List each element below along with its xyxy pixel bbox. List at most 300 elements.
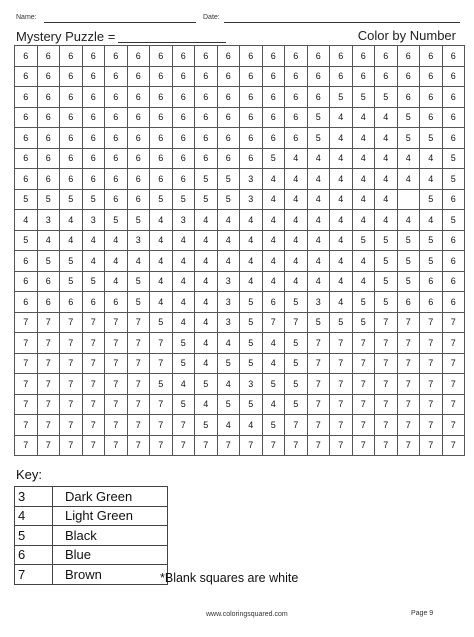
grid-cell: 5 xyxy=(15,230,38,251)
key-table xyxy=(14,486,168,585)
grid-cell: 6 xyxy=(172,107,195,128)
grid-cell: 6 xyxy=(105,148,128,169)
grid-cell: 4 xyxy=(352,107,375,128)
grid-cell: 6 xyxy=(442,251,465,272)
grid-cell: 6 xyxy=(240,128,263,149)
grid-cell: 7 xyxy=(105,394,128,415)
grid-cell: 4 xyxy=(285,210,308,231)
grid-cell: 7 xyxy=(37,312,60,333)
grid-cell: 4 xyxy=(240,271,263,292)
grid-cell: 5 xyxy=(37,189,60,210)
grid-cell: 7 xyxy=(15,435,38,456)
grid-cell: 6 xyxy=(262,46,285,67)
grid-cell: 6 xyxy=(285,107,308,128)
grid-cell: 7 xyxy=(150,394,173,415)
grid-cell: 4 xyxy=(172,271,195,292)
grid-cell: 6 xyxy=(105,292,128,313)
grid-cell: 6 xyxy=(420,66,443,87)
grid-cell: 3 xyxy=(37,210,60,231)
grid-cell: 6 xyxy=(285,128,308,149)
grid-cell: 6 xyxy=(15,251,38,272)
grid-cell: 5 xyxy=(397,128,420,149)
grid-row xyxy=(15,333,465,354)
grid-cell: 4 xyxy=(150,230,173,251)
grid-cell: 4 xyxy=(352,148,375,169)
grid-cell: 4 xyxy=(195,251,218,272)
grid-cell: 4 xyxy=(82,230,105,251)
grid-cell: 7 xyxy=(105,353,128,374)
grid-cell: 7 xyxy=(420,435,443,456)
grid-cell: 6 xyxy=(37,148,60,169)
grid-cell: 4 xyxy=(37,230,60,251)
grid-row xyxy=(15,394,465,415)
grid-cell: 5 xyxy=(127,292,150,313)
grid-cell: 7 xyxy=(37,394,60,415)
grid-cell: 6 xyxy=(375,46,398,67)
key-number: 5 xyxy=(15,526,53,546)
grid-cell: 4 xyxy=(150,271,173,292)
key-number: 3 xyxy=(15,487,53,507)
grid-row xyxy=(15,230,465,251)
grid-cell: 6 xyxy=(105,46,128,67)
grid-cell: 7 xyxy=(60,374,83,395)
grid-cell: 5 xyxy=(330,87,353,108)
grid-cell: 6 xyxy=(60,128,83,149)
grid-cell: 6 xyxy=(262,292,285,313)
grid-cell: 6 xyxy=(105,189,128,210)
grid-cell: 7 xyxy=(37,435,60,456)
grid-cell: 4 xyxy=(15,210,38,231)
grid-cell: 7 xyxy=(442,374,465,395)
grid-cell: 6 xyxy=(172,87,195,108)
key-row xyxy=(15,526,168,546)
grid-cell: 6 xyxy=(82,169,105,190)
grid-cell: 4 xyxy=(285,251,308,272)
grid-cell: 4 xyxy=(195,210,218,231)
grid-cell: 4 xyxy=(262,189,285,210)
grid-cell: 5 xyxy=(375,230,398,251)
grid-cell: 6 xyxy=(172,46,195,67)
grid-cell: 4 xyxy=(307,169,330,190)
grid-cell: 6 xyxy=(217,148,240,169)
grid-cell: 5 xyxy=(285,353,308,374)
grid-cell: 7 xyxy=(37,333,60,354)
website-footer: www.coloringsquared.com xyxy=(206,611,288,618)
grid-cell: 7 xyxy=(397,415,420,436)
key-color-name: Dark Green xyxy=(53,487,168,507)
grid-cell: 7 xyxy=(37,374,60,395)
grid-cell: 5 xyxy=(307,128,330,149)
grid-cell: 5 xyxy=(285,333,308,354)
grid-cell: 4 xyxy=(240,251,263,272)
grid-cell: 7 xyxy=(442,415,465,436)
grid-cell: 5 xyxy=(217,169,240,190)
grid-cell: 6 xyxy=(240,148,263,169)
grid-cell: 6 xyxy=(442,107,465,128)
grid-cell: 6 xyxy=(150,46,173,67)
grid-cell: 6 xyxy=(15,87,38,108)
grid-cell: 6 xyxy=(442,87,465,108)
grid-row xyxy=(15,292,465,313)
grid-cell: 6 xyxy=(195,46,218,67)
grid-cell: 6 xyxy=(397,46,420,67)
grid-cell: 4 xyxy=(330,292,353,313)
grid-cell: 6 xyxy=(105,169,128,190)
grid-cell: 7 xyxy=(352,415,375,436)
grid-cell: 6 xyxy=(217,87,240,108)
grid-cell: 4 xyxy=(262,251,285,272)
grid-row xyxy=(15,312,465,333)
grid-cell: 4 xyxy=(217,333,240,354)
grid-cell: 5 xyxy=(150,374,173,395)
grid-cell: 4 xyxy=(375,128,398,149)
grid-cell: 4 xyxy=(217,374,240,395)
grid-cell: 6 xyxy=(397,87,420,108)
grid-cell: 5 xyxy=(60,189,83,210)
grid-cell: 4 xyxy=(352,169,375,190)
grid-cell: 7 xyxy=(420,353,443,374)
grid-cell: 7 xyxy=(375,333,398,354)
grid-cell: 5 xyxy=(442,210,465,231)
grid-cell: 6 xyxy=(127,107,150,128)
grid-cell: 5 xyxy=(172,189,195,210)
grid-cell: 6 xyxy=(195,148,218,169)
grid-cell: 7 xyxy=(330,353,353,374)
grid-cell: 7 xyxy=(217,435,240,456)
grid-cell: 6 xyxy=(262,87,285,108)
grid-cell: 4 xyxy=(240,415,263,436)
grid-cell: 3 xyxy=(240,189,263,210)
grid-cell: 4 xyxy=(262,333,285,354)
grid-cell: 5 xyxy=(420,230,443,251)
key-color-name: Black xyxy=(53,526,168,546)
grid-cell: 5 xyxy=(420,189,443,210)
grid-cell: 4 xyxy=(262,169,285,190)
grid-cell: 6 xyxy=(442,46,465,67)
grid-cell: 6 xyxy=(37,292,60,313)
grid-cell: 4 xyxy=(397,210,420,231)
grid-cell: 7 xyxy=(127,415,150,436)
grid-cell: 5 xyxy=(285,292,308,313)
grid-cell: 4 xyxy=(352,271,375,292)
grid-cell: 5 xyxy=(82,271,105,292)
grid-cell: 6 xyxy=(442,292,465,313)
grid-cell: 7 xyxy=(262,312,285,333)
grid-cell: 6 xyxy=(217,46,240,67)
grid-cell: 6 xyxy=(105,87,128,108)
grid-cell: 4 xyxy=(330,189,353,210)
grid-cell: 7 xyxy=(15,312,38,333)
grid-cell: 6 xyxy=(82,46,105,67)
grid-cell: 7 xyxy=(127,333,150,354)
grid-cell: 4 xyxy=(285,271,308,292)
grid-cell: 7 xyxy=(352,333,375,354)
grid-cell: 4 xyxy=(375,189,398,210)
grid-cell: 6 xyxy=(150,66,173,87)
grid-cell: 7 xyxy=(15,415,38,436)
grid-cell: 6 xyxy=(37,169,60,190)
grid-cell: 6 xyxy=(397,66,420,87)
grid-cell: 7 xyxy=(307,394,330,415)
grid-cell: 5 xyxy=(82,189,105,210)
grid-cell: 4 xyxy=(285,169,308,190)
grid-cell: 4 xyxy=(262,353,285,374)
grid-cell: 6 xyxy=(420,292,443,313)
grid-cell: 6 xyxy=(240,46,263,67)
grid-row xyxy=(15,87,465,108)
grid-cell: 6 xyxy=(285,87,308,108)
grid-cell: 4 xyxy=(420,169,443,190)
grid-cell: 4 xyxy=(195,394,218,415)
key-row xyxy=(15,565,168,585)
grid-cell: 4 xyxy=(217,230,240,251)
grid-row xyxy=(15,169,465,190)
grid-cell: 7 xyxy=(15,374,38,395)
grid-cell: 6 xyxy=(127,66,150,87)
grid-cell: 5 xyxy=(150,312,173,333)
grid-cell: 4 xyxy=(150,292,173,313)
grid-cell: 6 xyxy=(127,189,150,210)
key-row xyxy=(15,487,168,507)
grid-row xyxy=(15,107,465,128)
grid-cell: 6 xyxy=(15,148,38,169)
grid-cell: 5 xyxy=(127,210,150,231)
grid-cell: 7 xyxy=(60,394,83,415)
key-color-name: Brown xyxy=(53,565,168,585)
grid-cell: 7 xyxy=(375,435,398,456)
grid-cell: 4 xyxy=(262,230,285,251)
grid-cell: 6 xyxy=(82,292,105,313)
grid-cell: 7 xyxy=(375,394,398,415)
grid-cell: 7 xyxy=(172,415,195,436)
grid-cell: 6 xyxy=(105,66,128,87)
grid-cell: 6 xyxy=(172,148,195,169)
grid-cell: 4 xyxy=(307,189,330,210)
grid-cell: 6 xyxy=(195,128,218,149)
grid-cell: 5 xyxy=(172,333,195,354)
page-title: Mystery Puzzle = xyxy=(16,29,116,44)
grid-cell: 3 xyxy=(82,210,105,231)
grid-cell: 6 xyxy=(240,66,263,87)
grid-cell: 6 xyxy=(442,189,465,210)
grid-cell: 6 xyxy=(172,128,195,149)
grid-cell: 7 xyxy=(240,435,263,456)
grid-cell: 5 xyxy=(195,415,218,436)
grid-row xyxy=(15,189,465,210)
grid-cell: 4 xyxy=(352,189,375,210)
grid-cell: 4 xyxy=(330,107,353,128)
grid-cell: 6 xyxy=(330,66,353,87)
page-number: Page 9 xyxy=(411,610,434,617)
grid-cell: 6 xyxy=(127,148,150,169)
grid-cell: 7 xyxy=(330,333,353,354)
grid-cell: 5 xyxy=(375,87,398,108)
puzzle-grid xyxy=(14,45,465,456)
grid-cell: 7 xyxy=(127,312,150,333)
grid-cell: 4 xyxy=(240,230,263,251)
grid-cell: 6 xyxy=(60,66,83,87)
key-number: 4 xyxy=(15,506,53,526)
grid-cell: 7 xyxy=(105,312,128,333)
grid-cell: 5 xyxy=(375,271,398,292)
grid-cell: 7 xyxy=(420,415,443,436)
grid-cell: 7 xyxy=(375,312,398,333)
grid-row xyxy=(15,148,465,169)
grid-cell: 7 xyxy=(82,394,105,415)
grid-cell: 6 xyxy=(150,87,173,108)
grid-cell: 7 xyxy=(82,374,105,395)
grid-cell: 4 xyxy=(352,251,375,272)
grid-cell: 6 xyxy=(240,107,263,128)
grid-cell: 4 xyxy=(172,292,195,313)
grid-cell: 6 xyxy=(442,66,465,87)
grid-cell: 4 xyxy=(330,148,353,169)
grid-cell: 6 xyxy=(262,66,285,87)
grid-cell: 6 xyxy=(82,66,105,87)
grid-cell: 5 xyxy=(397,107,420,128)
answer-line xyxy=(118,42,226,43)
grid-cell: 5 xyxy=(330,312,353,333)
grid-cell: 7 xyxy=(442,333,465,354)
grid-cell: 6 xyxy=(442,230,465,251)
grid-cell: 6 xyxy=(150,107,173,128)
grid-cell: 7 xyxy=(307,333,330,354)
grid-cell: 5 xyxy=(240,394,263,415)
grid-cell: 6 xyxy=(37,128,60,149)
grid-cell: 6 xyxy=(195,87,218,108)
grid-cell: 6 xyxy=(420,107,443,128)
grid-cell: 6 xyxy=(195,107,218,128)
grid-cell: 4 xyxy=(195,312,218,333)
grid-cell: 7 xyxy=(285,312,308,333)
grid-cell: 7 xyxy=(397,353,420,374)
grid-cell: 4 xyxy=(397,169,420,190)
grid-cell: 7 xyxy=(352,394,375,415)
grid-cell: 7 xyxy=(285,435,308,456)
grid-row xyxy=(15,435,465,456)
grid-cell: 6 xyxy=(217,107,240,128)
grid-cell: 4 xyxy=(105,271,128,292)
grid-cell: 5 xyxy=(195,169,218,190)
grid-cell: 7 xyxy=(442,312,465,333)
grid-cell: 4 xyxy=(285,189,308,210)
grid-cell: 4 xyxy=(217,251,240,272)
grid-cell: 6 xyxy=(37,46,60,67)
grid-cell: 6 xyxy=(127,128,150,149)
grid-cell: 6 xyxy=(172,66,195,87)
grid-cell: 7 xyxy=(330,435,353,456)
grid-cell: 3 xyxy=(127,230,150,251)
grid-cell: 4 xyxy=(150,210,173,231)
grid-cell: 6 xyxy=(352,66,375,87)
grid-cell: 4 xyxy=(420,148,443,169)
grid-cell: 3 xyxy=(217,271,240,292)
grid-cell: 7 xyxy=(397,374,420,395)
grid-cell: 7 xyxy=(397,435,420,456)
grid-cell: 7 xyxy=(15,353,38,374)
key-color-name: Blue xyxy=(53,545,168,565)
grid-cell: 7 xyxy=(375,374,398,395)
grid-cell: 7 xyxy=(105,435,128,456)
grid-cell: 6 xyxy=(60,87,83,108)
grid-cell: 3 xyxy=(172,210,195,231)
grid-cell: 5 xyxy=(352,292,375,313)
grid-cell: 6 xyxy=(442,271,465,292)
key-label: Key: xyxy=(16,467,43,482)
grid-cell: 5 xyxy=(60,271,83,292)
grid-cell: 7 xyxy=(352,435,375,456)
grid-cell: 4 xyxy=(195,292,218,313)
grid-cell: 6 xyxy=(285,46,308,67)
grid-cell: 4 xyxy=(262,271,285,292)
grid-cell: 4 xyxy=(217,415,240,436)
grid-cell: 4 xyxy=(217,210,240,231)
date-label: Date: xyxy=(203,14,220,21)
grid-cell: 6 xyxy=(172,169,195,190)
grid-cell: 7 xyxy=(60,353,83,374)
grid-cell: 4 xyxy=(375,107,398,128)
grid-cell: 5 xyxy=(217,353,240,374)
grid-cell: 7 xyxy=(15,333,38,354)
grid-cell: 6 xyxy=(15,66,38,87)
grid-cell: 4 xyxy=(397,148,420,169)
grid-cell: 6 xyxy=(150,148,173,169)
key-number: 6 xyxy=(15,545,53,565)
grid-cell: 4 xyxy=(195,271,218,292)
grid-cell: 4 xyxy=(352,210,375,231)
grid-cell: 7 xyxy=(105,415,128,436)
grid-cell: 3 xyxy=(217,292,240,313)
grid-cell: 4 xyxy=(127,251,150,272)
grid-cell: 3 xyxy=(240,169,263,190)
grid-cell: 5 xyxy=(375,292,398,313)
grid-cell: 7 xyxy=(150,333,173,354)
grid-cell: 5 xyxy=(240,333,263,354)
grid-cell: 6 xyxy=(15,292,38,313)
grid-cell: 4 xyxy=(375,148,398,169)
grid-cell: 6 xyxy=(307,87,330,108)
grid-cell: 5 xyxy=(217,394,240,415)
grid-cell: 7 xyxy=(105,333,128,354)
grid-cell: 7 xyxy=(82,333,105,354)
name-label: Name: xyxy=(16,14,37,21)
grid-cell: 6 xyxy=(82,107,105,128)
grid-row xyxy=(15,415,465,436)
grid-cell: 7 xyxy=(397,333,420,354)
grid-cell: 4 xyxy=(172,230,195,251)
grid-cell: 4 xyxy=(420,210,443,231)
grid-cell: 7 xyxy=(150,415,173,436)
grid-cell: 5 xyxy=(420,128,443,149)
grid-cell: 7 xyxy=(352,353,375,374)
grid-cell: 6 xyxy=(82,128,105,149)
grid-cell: 7 xyxy=(60,415,83,436)
grid-cell: 4 xyxy=(375,169,398,190)
grid-cell: 6 xyxy=(15,107,38,128)
grid-cell: 7 xyxy=(442,353,465,374)
grid-cell: 6 xyxy=(105,128,128,149)
grid-row xyxy=(15,251,465,272)
page-subtitle: Color by Number xyxy=(357,28,456,43)
grid-cell: 5 xyxy=(375,251,398,272)
grid-row xyxy=(15,353,465,374)
grid-cell: 3 xyxy=(307,292,330,313)
grid-cell: 4 xyxy=(307,271,330,292)
grid-cell: 7 xyxy=(442,435,465,456)
grid-cell: 3 xyxy=(217,312,240,333)
grid-cell: 6 xyxy=(150,169,173,190)
grid-row xyxy=(15,210,465,231)
